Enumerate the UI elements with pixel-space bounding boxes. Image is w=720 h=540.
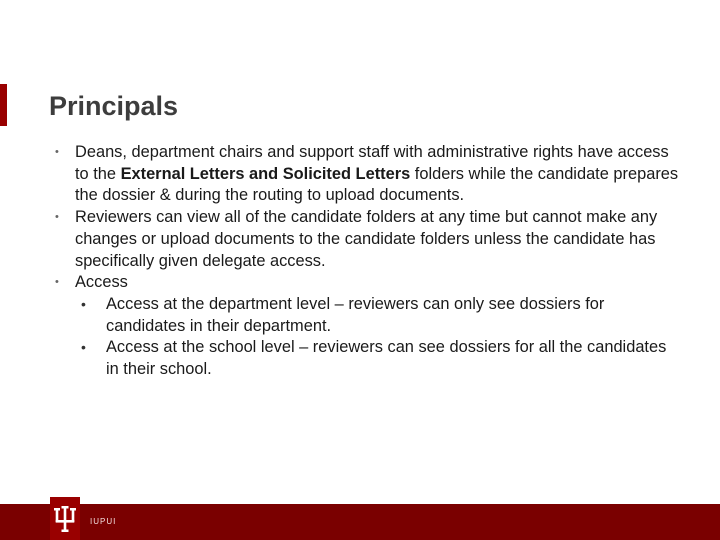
sub-bullet-text: Access at the department level – reviewers can only see dossiers for candidates in their department. [106,294,605,335]
bullet-text-part: Deans, department chairs and support staff with administrative rights have access to the [75,143,669,183]
bullet-marker: • [55,276,59,289]
bullet-text [75,272,679,294]
iu-trident-logo [50,497,80,540]
sub-bullet-text: Access at the school level – reviewers can see dossiers for all the candidates in their school. [106,338,667,379]
bullet-item [49,207,679,272]
slide-title: Principals [49,91,179,121]
bullet-item [49,272,679,381]
sub-bullet-item [75,294,679,337]
bullet-text-part: Access [75,273,128,292]
title-accent-bar [0,84,7,126]
sub-bullet-marker: • [81,295,86,312]
iupui-wordmark: IUPUI [90,517,117,526]
bullet-text [75,207,679,272]
bullet-text-bold: External Letters and Solicited Letters [120,164,411,183]
bullet-text-part: Reviewers can view all of the candidate folders at any time but cannot make any changes or upload documents to the candidate folders unless the candidate has specifically given delegate access. [75,208,658,270]
bullet-list [49,142,679,381]
sub-bullet-item [75,337,679,380]
sub-bullet-list [75,294,679,381]
bullet-item [49,142,679,207]
bullet-marker: • [55,211,59,224]
bullet-marker: • [55,146,59,158]
trident-icon [54,506,76,532]
sub-bullet-marker: • [81,339,86,356]
bullet-text [75,142,679,207]
bullet-text-part: folders while the candidate prepares the dossier & during the routing to upload documents. [75,164,679,205]
